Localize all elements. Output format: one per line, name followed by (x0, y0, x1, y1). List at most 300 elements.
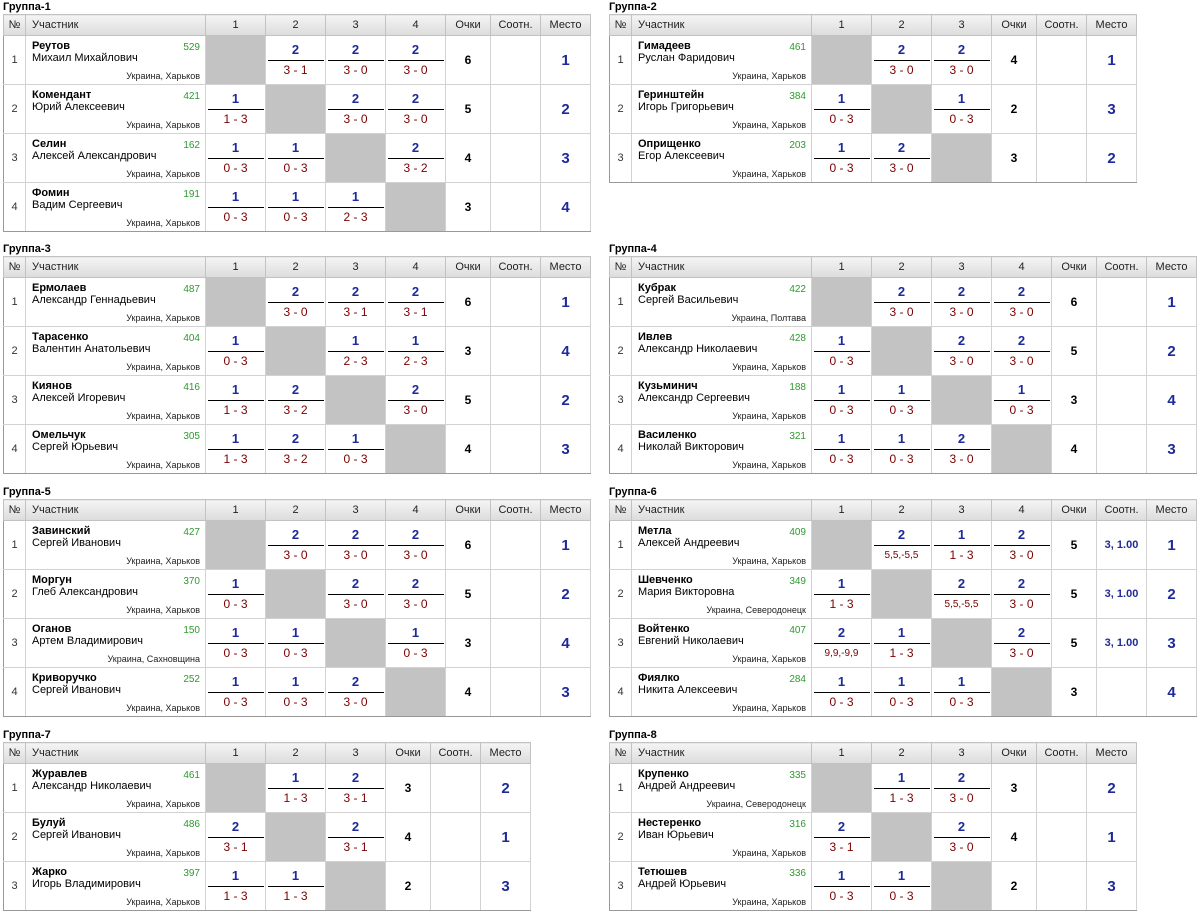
match-result-cell[interactable] (206, 85, 266, 134)
match-result-cell[interactable] (326, 764, 386, 813)
ratio-value (1037, 36, 1087, 85)
match-result-cell[interactable] (266, 668, 326, 717)
match-sets: 3 - 0 (283, 305, 308, 319)
match-sets: 0 - 3 (829, 403, 854, 417)
match-points: 2 (328, 576, 384, 595)
match-result-cell[interactable] (932, 278, 992, 327)
place-value: 3 (1147, 619, 1197, 668)
player-row (4, 668, 591, 717)
match-result-cell[interactable] (326, 327, 386, 376)
row-number: 4 (610, 668, 632, 717)
participant-cell (26, 425, 206, 474)
participant-surname[interactable]: Киянов (32, 380, 73, 392)
match-sets: 0 - 3 (223, 597, 248, 611)
place-value: 3 (541, 134, 591, 183)
header-opponent: 1 (206, 500, 266, 521)
participant-surname[interactable]: Фиялко (638, 672, 680, 684)
participant-surname[interactable]: Комендант (32, 89, 92, 101)
match-score (328, 819, 384, 855)
header-points: Очки (992, 743, 1037, 764)
points-value: 4 (992, 36, 1037, 85)
match-sets: 3 - 0 (1009, 354, 1034, 368)
participant-cell (26, 134, 206, 183)
match-result-cell[interactable] (872, 619, 932, 668)
match-result-cell[interactable] (326, 183, 386, 232)
place-value: 1 (1087, 36, 1137, 85)
participant-city: Украина, Харьков (732, 556, 806, 566)
row-number: 1 (610, 278, 632, 327)
ratio-value (491, 36, 541, 85)
participant-surname[interactable]: Тетюшев (638, 866, 687, 878)
participant-city: Украина, Харьков (732, 362, 806, 372)
match-score (328, 527, 384, 563)
match-points: 2 (268, 431, 324, 450)
match-result-cell[interactable] (206, 570, 266, 619)
match-result-cell[interactable] (812, 327, 872, 376)
match-points: 2 (934, 333, 990, 352)
match-result-cell[interactable] (326, 85, 386, 134)
match-points: 2 (994, 333, 1050, 352)
player-row (610, 36, 1137, 85)
participant-surname[interactable]: Фомин (32, 187, 70, 199)
match-sets: 0 - 3 (283, 646, 308, 660)
participant-surname[interactable]: Реутов (32, 40, 71, 52)
participant-surname[interactable]: Тарасенко (32, 331, 89, 343)
match-points: 2 (814, 819, 870, 838)
match-result-cell[interactable] (872, 764, 932, 813)
participant-fullname: Игорь Григорьевич (638, 101, 734, 113)
match-score (994, 333, 1050, 369)
participant-surname[interactable]: Журавлев (32, 768, 88, 780)
participant-cell (26, 327, 206, 376)
player-row (610, 521, 1197, 570)
group-table (3, 499, 591, 717)
match-result-cell[interactable] (326, 425, 386, 474)
player-row (4, 376, 591, 425)
match-score (328, 284, 384, 320)
participant-surname[interactable]: Крупенко (638, 768, 689, 780)
match-score (874, 42, 930, 78)
ratio-value (1097, 425, 1147, 474)
match-result-cell[interactable] (992, 570, 1052, 619)
header-num: № (610, 15, 632, 36)
header-ratio: Соотн. (1097, 500, 1147, 521)
match-result-cell[interactable] (326, 278, 386, 327)
match-score (814, 819, 870, 855)
row-number: 3 (610, 134, 632, 183)
match-result-cell[interactable] (932, 521, 992, 570)
place-value: 1 (1087, 813, 1137, 862)
match-sets: 0 - 3 (283, 695, 308, 709)
match-sets: 0 - 3 (223, 695, 248, 709)
match-result-cell[interactable] (812, 570, 872, 619)
participant-surname[interactable]: Оприщенко (638, 138, 701, 150)
points-value: 6 (1052, 278, 1097, 327)
place-value: 2 (541, 376, 591, 425)
match-points: 2 (994, 576, 1050, 595)
match-result-cell[interactable] (812, 134, 872, 183)
match-result-cell[interactable] (992, 278, 1052, 327)
participant-rating: 284 (789, 674, 806, 685)
participant-rating: 305 (183, 431, 200, 442)
match-result-cell[interactable] (872, 668, 932, 717)
participant-fullname: Алексей Андреевич (638, 537, 740, 549)
place-value: 2 (541, 570, 591, 619)
header-opponent: 1 (812, 257, 872, 278)
participant-surname[interactable]: Омельчук (32, 429, 86, 441)
match-sets: 3 - 1 (343, 840, 368, 854)
match-points: 2 (328, 91, 384, 110)
match-result-cell[interactable] (266, 36, 326, 85)
participant-rating: 370 (183, 576, 200, 587)
participant-surname[interactable]: Метла (638, 525, 672, 537)
participant-fullname: Александр Геннадьевич (32, 294, 156, 306)
points-value: 3 (992, 134, 1037, 183)
match-result-cell[interactable] (932, 813, 992, 862)
match-result-cell[interactable] (812, 425, 872, 474)
match-result-cell[interactable] (266, 183, 326, 232)
match-points: 2 (994, 527, 1050, 546)
match-points: 1 (814, 333, 870, 352)
match-result-cell[interactable] (932, 425, 992, 474)
match-result-cell[interactable] (812, 668, 872, 717)
match-result-cell[interactable] (932, 668, 992, 717)
match-result-cell[interactable] (932, 327, 992, 376)
match-result-cell[interactable] (386, 619, 446, 668)
match-score (388, 576, 444, 612)
match-result-cell[interactable] (206, 862, 266, 911)
ratio-value (1037, 85, 1087, 134)
row-number: 1 (4, 278, 26, 327)
participant-city: Украина, Харьков (126, 169, 200, 179)
participant-city: Украина, Харьков (732, 71, 806, 81)
participant-rating: 397 (183, 868, 200, 879)
match-result-cell[interactable] (206, 668, 266, 717)
participant-surname[interactable]: Геринштейн (638, 89, 704, 101)
participant-surname[interactable]: Криворучко (32, 672, 97, 684)
participant-surname[interactable]: Кубрак (638, 282, 676, 294)
match-sets: 1 - 3 (223, 889, 248, 903)
match-score (934, 333, 990, 369)
participant-cell (632, 425, 812, 474)
participant-surname[interactable]: Нестеренко (638, 817, 702, 829)
self-match-cell (266, 327, 326, 376)
participant-surname[interactable]: Жарко (32, 866, 67, 878)
header-participant: Участник (26, 15, 206, 36)
header-ratio: Соотн. (431, 743, 481, 764)
points-value: 3 (446, 183, 491, 232)
header-opponent: 1 (206, 257, 266, 278)
match-sets: 3 - 0 (403, 63, 428, 77)
group-title: Группа-1 (3, 1, 51, 13)
participant-rating: 416 (183, 382, 200, 393)
row-number: 4 (4, 425, 26, 474)
match-score (994, 625, 1050, 661)
participant-fullname: Алексей Александрович (32, 150, 157, 162)
match-sets: 0 - 3 (829, 112, 854, 126)
participant-rating: 335 (789, 770, 806, 781)
match-score (388, 284, 444, 320)
match-score (874, 140, 930, 176)
match-result-cell[interactable] (326, 36, 386, 85)
match-result-cell[interactable] (386, 521, 446, 570)
player-row (4, 862, 531, 911)
participant-rating: 203 (789, 140, 806, 151)
header-row (610, 743, 1137, 764)
row-number: 1 (4, 521, 26, 570)
participant-surname[interactable]: Булуй (32, 817, 66, 829)
points-value: 4 (1052, 425, 1097, 474)
ratio-value (431, 813, 481, 862)
match-score (388, 42, 444, 78)
participant-cell (26, 183, 206, 232)
match-result-cell[interactable] (932, 36, 992, 85)
match-score (268, 189, 324, 225)
group-1 (3, 1, 591, 232)
match-points: 1 (814, 91, 870, 110)
match-result-cell[interactable] (266, 619, 326, 668)
group-5 (3, 486, 591, 717)
match-score (874, 382, 930, 418)
match-result-cell[interactable] (872, 425, 932, 474)
place-value: 4 (541, 619, 591, 668)
match-sets: 3 - 1 (223, 840, 248, 854)
ratio-value: 3, 1.00 (1097, 521, 1147, 570)
match-sets: 3 - 0 (343, 597, 368, 611)
participant-surname[interactable]: Ермолаев (32, 282, 87, 294)
self-match-cell (992, 425, 1052, 474)
header-points: Очки (1052, 500, 1097, 521)
participant-surname[interactable]: Ивлев (638, 331, 673, 343)
self-match-cell (932, 862, 992, 911)
row-number: 3 (4, 619, 26, 668)
match-result-cell[interactable] (386, 278, 446, 327)
match-points: 1 (814, 674, 870, 693)
match-sets: 3 - 0 (889, 63, 914, 77)
player-row (4, 36, 591, 85)
match-points: 2 (874, 284, 930, 303)
group-7 (3, 729, 531, 911)
participant-surname[interactable]: Селин (32, 138, 67, 150)
match-result-cell[interactable] (206, 813, 266, 862)
ratio-value (1097, 376, 1147, 425)
match-result-cell[interactable] (386, 570, 446, 619)
header-ratio: Соотн. (491, 15, 541, 36)
match-result-cell[interactable] (206, 134, 266, 183)
player-row (4, 570, 591, 619)
match-result-cell[interactable] (992, 521, 1052, 570)
ratio-value (491, 521, 541, 570)
participant-cell (26, 278, 206, 327)
match-score (934, 819, 990, 855)
match-result-cell[interactable] (266, 521, 326, 570)
group-table (609, 499, 1197, 717)
match-result-cell[interactable] (812, 813, 872, 862)
match-result-cell[interactable] (812, 85, 872, 134)
match-sets: 0 - 3 (829, 354, 854, 368)
place-value: 3 (481, 862, 531, 911)
participant-surname[interactable]: Оганов (32, 623, 72, 635)
match-points: 1 (268, 674, 324, 693)
group-table (609, 14, 1137, 183)
match-score (874, 527, 930, 563)
match-points: 2 (328, 42, 384, 61)
participant-surname[interactable]: Василенко (638, 429, 697, 441)
match-result-cell[interactable] (266, 764, 326, 813)
match-sets: 3 - 0 (403, 112, 428, 126)
match-result-cell[interactable] (386, 85, 446, 134)
place-value: 1 (1147, 278, 1197, 327)
place-value: 2 (541, 85, 591, 134)
match-sets: 0 - 3 (829, 452, 854, 466)
match-result-cell[interactable] (872, 134, 932, 183)
place-value: 2 (1087, 764, 1137, 813)
self-match-cell (386, 183, 446, 232)
participant-surname[interactable]: Шевченко (638, 574, 693, 586)
match-result-cell[interactable] (872, 376, 932, 425)
match-score (874, 284, 930, 320)
match-result-cell[interactable] (872, 862, 932, 911)
participant-rating: 384 (789, 91, 806, 102)
match-points: 2 (874, 527, 930, 546)
match-points: 2 (208, 819, 264, 838)
header-ratio: Соотн. (1037, 15, 1087, 36)
match-result-cell[interactable] (386, 376, 446, 425)
participant-fullname: Никита Алексеевич (638, 684, 738, 696)
match-points: 1 (268, 189, 324, 208)
match-sets: 3 - 0 (949, 354, 974, 368)
participant-rating: 321 (789, 431, 806, 442)
match-result-cell[interactable] (206, 619, 266, 668)
header-row (4, 15, 591, 36)
player-row (610, 278, 1197, 327)
match-sets: 1 - 3 (283, 791, 308, 805)
match-points: 1 (934, 674, 990, 693)
match-result-cell[interactable] (386, 36, 446, 85)
match-result-cell[interactable] (266, 425, 326, 474)
match-score (388, 333, 444, 369)
header-points: Очки (446, 257, 491, 278)
participant-fullname: Андрей Андреевич (638, 780, 736, 792)
match-result-cell[interactable] (872, 36, 932, 85)
participant-surname[interactable]: Войтенко (638, 623, 690, 635)
participant-surname[interactable]: Кузьминич (638, 380, 698, 392)
match-points: 1 (268, 868, 324, 887)
match-sets: 3 - 1 (403, 305, 428, 319)
ratio-value (491, 278, 541, 327)
participant-fullname: Николай Викторович (638, 441, 745, 453)
match-result-cell[interactable] (266, 376, 326, 425)
points-value: 2 (992, 85, 1037, 134)
match-points: 1 (328, 431, 384, 450)
match-sets: 0 - 3 (889, 695, 914, 709)
participant-cell (26, 36, 206, 85)
match-result-cell[interactable] (206, 376, 266, 425)
match-result-cell[interactable] (266, 134, 326, 183)
match-result-cell[interactable] (386, 134, 446, 183)
match-result-cell[interactable] (932, 764, 992, 813)
match-score (268, 625, 324, 661)
match-score (268, 42, 324, 78)
self-match-cell (206, 36, 266, 85)
match-result-cell[interactable] (932, 85, 992, 134)
match-sets: 9,9,-9,9 (824, 648, 859, 659)
match-points: 1 (268, 140, 324, 159)
header-opponent: 3 (932, 743, 992, 764)
header-points: Очки (446, 500, 491, 521)
match-sets: 3 - 2 (283, 403, 308, 417)
participant-cell (632, 521, 812, 570)
participant-rating: 486 (183, 819, 200, 830)
header-place: Место (541, 15, 591, 36)
match-result-cell[interactable] (206, 183, 266, 232)
match-result-cell[interactable] (872, 278, 932, 327)
header-opponent: 4 (386, 500, 446, 521)
match-sets: 3 - 1 (283, 63, 308, 77)
header-num: № (610, 500, 632, 521)
header-participant: Участник (26, 257, 206, 278)
match-result-cell[interactable] (812, 619, 872, 668)
participant-surname[interactable]: Моргун (32, 574, 72, 586)
match-result-cell[interactable] (812, 376, 872, 425)
group-table (3, 742, 531, 911)
participant-city: Украина, Харьков (732, 848, 806, 858)
participant-surname[interactable]: Гимадеев (638, 40, 691, 52)
match-sets: 2 - 3 (403, 354, 428, 368)
match-result-cell[interactable] (206, 327, 266, 376)
match-result-cell[interactable] (812, 862, 872, 911)
match-result-cell[interactable] (326, 813, 386, 862)
match-score (208, 333, 264, 369)
match-result-cell[interactable] (326, 668, 386, 717)
participant-surname[interactable]: Завинский (32, 525, 91, 537)
player-row (4, 813, 531, 862)
header-num: № (4, 743, 26, 764)
match-result-cell[interactable] (386, 327, 446, 376)
points-value: 6 (446, 521, 491, 570)
header-participant: Участник (632, 15, 812, 36)
match-result-cell[interactable] (206, 425, 266, 474)
player-row (610, 764, 1137, 813)
match-result-cell[interactable] (992, 619, 1052, 668)
match-result-cell[interactable] (266, 862, 326, 911)
match-sets: 3 - 0 (403, 403, 428, 417)
match-sets: 0 - 3 (829, 161, 854, 175)
header-num: № (4, 15, 26, 36)
match-result-cell[interactable] (266, 278, 326, 327)
participant-rating: 336 (789, 868, 806, 879)
match-sets: 3 - 0 (403, 597, 428, 611)
player-row (610, 327, 1197, 376)
match-points: 2 (268, 284, 324, 303)
match-result-cell[interactable] (992, 327, 1052, 376)
match-result-cell[interactable] (872, 521, 932, 570)
match-result-cell[interactable] (326, 521, 386, 570)
self-match-cell (812, 278, 872, 327)
match-points: 1 (208, 382, 264, 401)
match-result-cell[interactable] (326, 570, 386, 619)
participant-cell (632, 85, 812, 134)
match-result-cell[interactable] (932, 570, 992, 619)
match-sets: 1 - 3 (223, 112, 248, 126)
header-opponent: 4 (992, 500, 1052, 521)
group-table (3, 256, 591, 474)
self-match-cell (206, 521, 266, 570)
match-score (874, 770, 930, 806)
self-match-cell (872, 813, 932, 862)
match-result-cell[interactable] (992, 376, 1052, 425)
match-points: 2 (328, 674, 384, 693)
